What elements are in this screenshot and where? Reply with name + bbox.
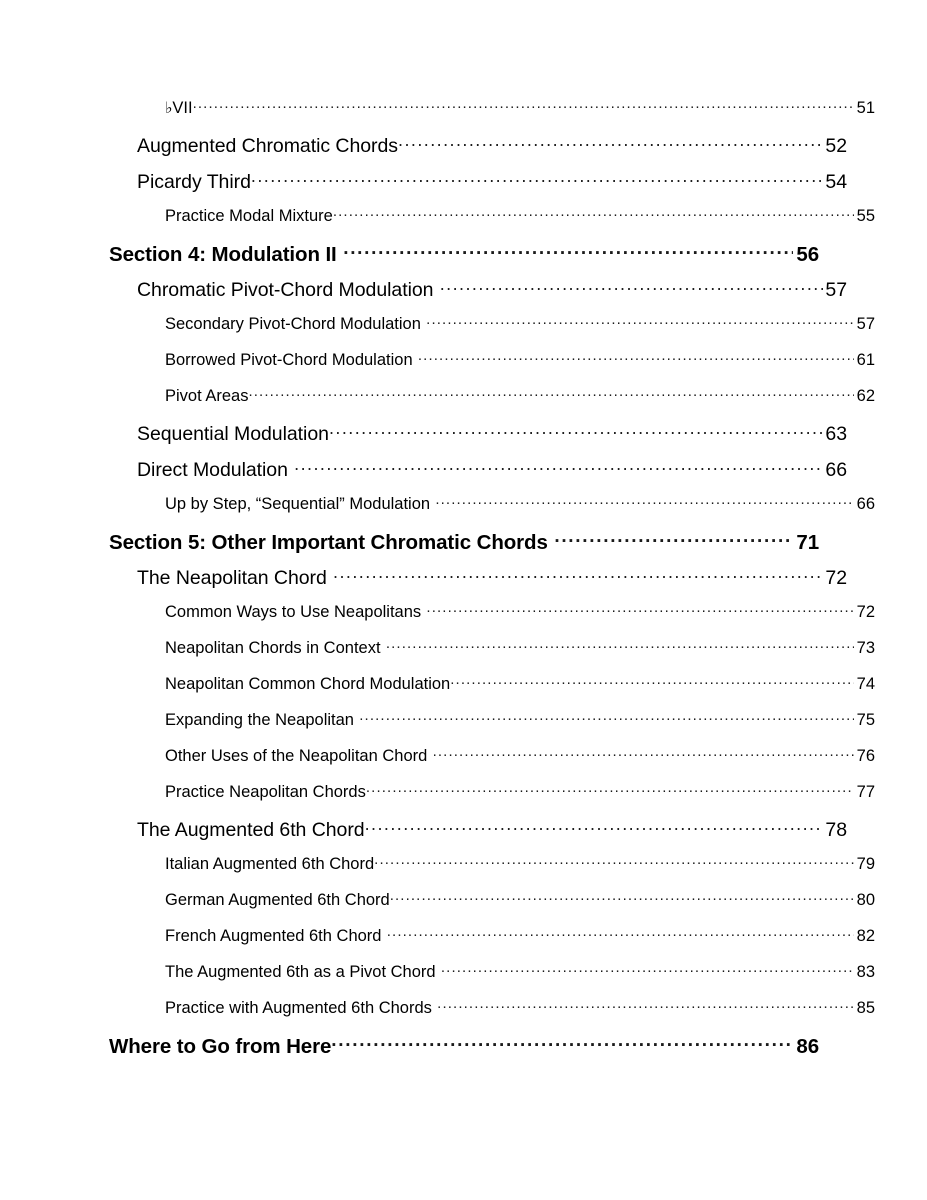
toc-entry-title: Section 4: Modulation II xyxy=(109,242,337,266)
toc-entry[interactable] xyxy=(165,600,875,636)
toc-entry[interactable] xyxy=(165,708,875,744)
toc-dot-leader xyxy=(251,168,823,188)
toc-entry-title: Borrowed Pivot-Chord Modulation xyxy=(165,350,413,369)
toc-page-number: 52 xyxy=(825,134,847,157)
toc-entry[interactable] xyxy=(165,96,875,132)
toc-dot-leader xyxy=(418,348,854,365)
toc-entry-title: Direct Modulation xyxy=(137,458,288,481)
flat-sign-icon: ♭ xyxy=(165,97,173,117)
toc-dot-leader xyxy=(386,636,854,653)
toc-page-number: 76 xyxy=(856,746,875,765)
toc-entry[interactable] xyxy=(165,888,875,924)
toc-page-number: 55 xyxy=(856,206,875,225)
toc-page-number: 86 xyxy=(796,1034,819,1058)
toc-page-number: 77 xyxy=(856,782,875,801)
toc-page-number: 82 xyxy=(856,926,875,945)
toc-dot-leader xyxy=(441,960,854,977)
toc-dot-leader xyxy=(294,456,823,476)
toc-page-number: 61 xyxy=(856,350,875,369)
toc-dot-leader xyxy=(398,132,823,152)
toc-dot-leader xyxy=(365,816,823,836)
toc-page-number: 57 xyxy=(825,278,847,301)
toc-dot-leader xyxy=(329,420,823,440)
toc-dot-leader xyxy=(426,312,854,329)
toc-entry-title: Practice Neapolitan Chords xyxy=(165,782,366,801)
toc-page-number: 80 xyxy=(856,890,875,909)
toc-entry[interactable] xyxy=(109,528,819,564)
toc-dot-leader xyxy=(333,204,854,221)
toc-entry-title: Neapolitan Common Chord Modulation xyxy=(165,674,451,693)
toc-entry[interactable] xyxy=(165,312,875,348)
toc-page-number: 79 xyxy=(856,854,875,873)
toc-dot-leader xyxy=(426,600,854,617)
toc-entry[interactable] xyxy=(165,852,875,888)
toc-dot-leader xyxy=(433,744,854,761)
toc-page-number: 72 xyxy=(856,602,875,621)
toc-entry-title: Pivot Areas xyxy=(165,386,249,405)
toc-entry-title: Augmented Chromatic Chords xyxy=(137,134,398,157)
toc-dot-leader xyxy=(193,96,854,113)
toc-entry-title: Expanding the Neapolitan xyxy=(165,710,354,729)
toc-entry-title: Other Uses of the Neapolitan Chord xyxy=(165,746,428,765)
toc-entry[interactable] xyxy=(165,672,875,708)
toc-entry[interactable] xyxy=(165,996,875,1032)
toc-entry-title: The Augmented 6th as a Pivot Chord xyxy=(165,962,436,981)
toc-entry[interactable] xyxy=(165,744,875,780)
toc-dot-leader xyxy=(437,996,854,1013)
toc-dot-leader xyxy=(440,276,823,296)
toc-entry-title: Neapolitan Chords in Context xyxy=(165,638,381,657)
toc-entry-list xyxy=(109,96,875,1068)
toc-entry-title: Where to Go from Here xyxy=(109,1034,332,1058)
toc-dot-leader xyxy=(248,384,854,401)
toc-dot-leader xyxy=(343,240,793,261)
toc-page-number: 66 xyxy=(825,458,847,481)
toc-page-number: 72 xyxy=(825,566,847,589)
toc-page-number: 56 xyxy=(796,242,819,266)
toc-entry[interactable] xyxy=(165,960,875,996)
toc-entry-title: German Augmented 6th Chord xyxy=(165,890,390,909)
toc-entry[interactable] xyxy=(137,132,847,168)
toc-entry-title: Common Ways to Use Neapolitans xyxy=(165,602,422,621)
toc-page-number: 57 xyxy=(856,314,875,333)
toc-entry-title: The Augmented 6th Chord xyxy=(137,818,365,841)
toc-page-number: 75 xyxy=(856,710,875,729)
toc-entry-title: Picardy Third xyxy=(137,170,251,193)
toc-entry-title: Practice with Augmented 6th Chords xyxy=(165,998,432,1017)
toc-dot-leader xyxy=(333,564,823,584)
toc-entry[interactable] xyxy=(109,240,819,276)
toc-dot-leader xyxy=(374,852,854,869)
toc-dot-leader xyxy=(450,672,854,689)
toc-page-number: 73 xyxy=(856,638,875,657)
toc-entry[interactable] xyxy=(165,780,875,816)
toc-dot-leader xyxy=(390,888,854,905)
toc-entry[interactable] xyxy=(165,384,875,420)
toc-entry-title: Sequential Modulation xyxy=(137,422,329,445)
toc-page-number: 74 xyxy=(856,674,875,693)
toc-page-number: 78 xyxy=(825,818,847,841)
toc-entry-title: Italian Augmented 6th Chord xyxy=(165,854,375,873)
toc-page-number: 62 xyxy=(856,386,875,405)
toc-page-number: 54 xyxy=(825,170,847,193)
toc-entry[interactable] xyxy=(165,204,875,240)
toc-dot-leader xyxy=(554,528,793,549)
toc-entry-title: Secondary Pivot-Chord Modulation xyxy=(165,314,421,333)
toc-entry[interactable] xyxy=(137,456,847,492)
toc-entry-title: ♭VII xyxy=(165,97,193,117)
toc-entry[interactable] xyxy=(137,816,847,852)
toc-entry[interactable] xyxy=(165,348,875,384)
toc-entry-title: Up by Step, “Sequential” Modulation xyxy=(165,494,431,513)
toc-entry[interactable] xyxy=(109,1032,819,1068)
toc-dot-leader xyxy=(366,780,854,797)
toc-dot-leader xyxy=(435,492,854,509)
toc-page-number: 71 xyxy=(796,530,819,554)
toc-dot-leader xyxy=(387,924,854,941)
toc-entry[interactable] xyxy=(137,168,847,204)
toc-entry[interactable] xyxy=(165,492,875,528)
toc-entry[interactable] xyxy=(137,564,847,600)
toc-entry-title: The Neapolitan Chord xyxy=(137,566,327,589)
toc-entry-title: Section 5: Other Important Chromatic Chords xyxy=(109,530,548,554)
toc-dot-leader xyxy=(331,1032,793,1053)
toc-page-number: 63 xyxy=(825,422,847,445)
toc-page-number: 51 xyxy=(856,98,875,117)
toc-page-number: 66 xyxy=(856,494,875,513)
toc-dot-leader xyxy=(359,708,854,725)
toc-entry-title: Practice Modal Mixture xyxy=(165,206,333,225)
toc-entry[interactable] xyxy=(165,924,875,960)
toc-entry-title: French Augmented 6th Chord xyxy=(165,926,382,945)
toc-page-number: 83 xyxy=(856,962,875,981)
toc-entry[interactable] xyxy=(165,636,875,672)
toc-entry[interactable] xyxy=(137,420,847,456)
toc-entry-title: Chromatic Pivot-Chord Modulation xyxy=(137,278,434,301)
toc-page-number: 85 xyxy=(856,998,875,1017)
toc-entry[interactable] xyxy=(137,276,847,312)
